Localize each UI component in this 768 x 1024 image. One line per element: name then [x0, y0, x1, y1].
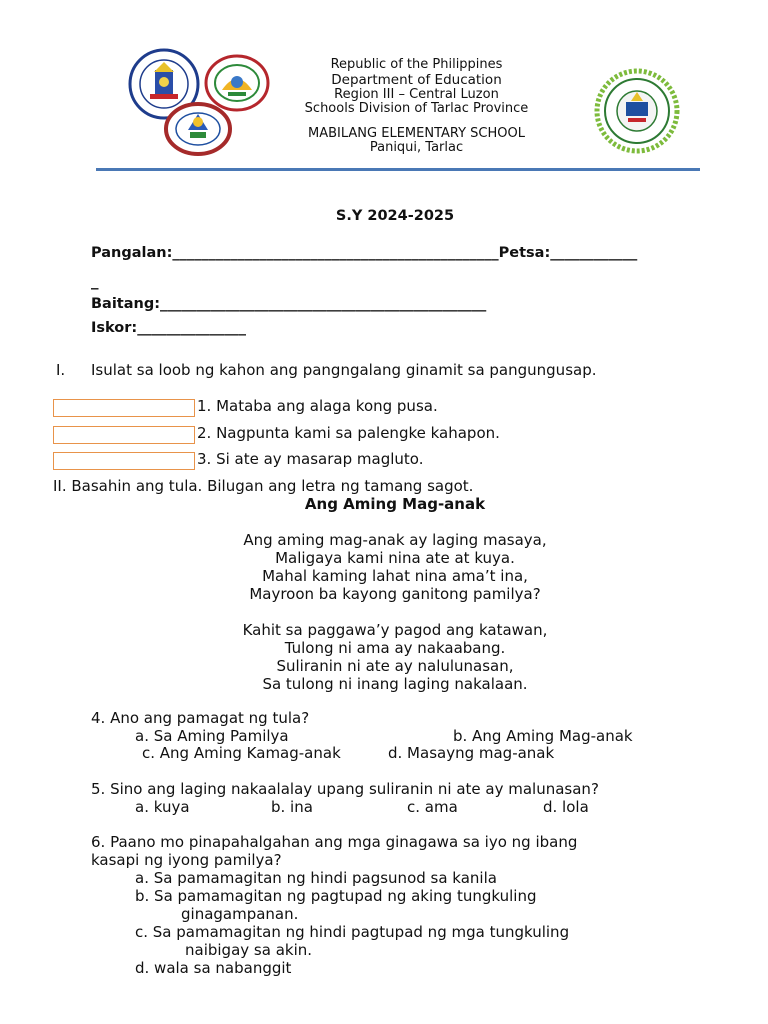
- q6-option-b[interactable]: b. Sa pamamagitan ng pagtupad ng aking tungkuling: [135, 887, 537, 905]
- poem-line: Sa tulong ni inang laging nakalaan.: [262, 675, 528, 693]
- header-department: Department of Education: [331, 71, 502, 88]
- poem-line: Kahit sa paggawa’y pagod ang katawan,: [242, 621, 548, 639]
- header-region: Region III – Central Luzon: [334, 86, 499, 102]
- q5-option-d[interactable]: d. lola: [543, 798, 589, 816]
- poem-line: Maligaya kami nina ate at kuya.: [275, 549, 515, 567]
- poem-title: Ang Aming Mag-anak: [304, 495, 486, 513]
- q4-option-d[interactable]: d. Masayng mag-anak: [388, 744, 555, 762]
- division-seal-icon: [164, 102, 232, 156]
- poem-line: Mayroon ba kayong ganitong pamilya?: [249, 585, 541, 603]
- part1-item-2: 2. Nagpunta kami sa palengke kahapon.: [197, 424, 500, 442]
- q6-option-c-cont: naibigay sa akin.: [185, 941, 313, 959]
- q5-option-c[interactable]: c. ama: [407, 798, 458, 816]
- question-6-line-2: kasapi ng iyong pamilya?: [91, 851, 282, 869]
- poem-line: Suliranin ni ate ay nalulunasan,: [276, 657, 514, 675]
- question-5: 5. Sino ang laging nakaalalay upang suliranin ni ate ay malunasan?: [91, 780, 599, 798]
- part1-item-1: 1. Mataba ang alaga kong pusa.: [197, 397, 438, 415]
- header-school: MABILANG ELEMENTARY SCHOOL: [308, 125, 525, 141]
- header-location: Paniqui, Tarlac: [369, 140, 464, 155]
- school-year: S.Y 2024-2025: [335, 208, 455, 224]
- q6-option-a[interactable]: a. Sa pamamagitan ng hindi pagsunod sa kanila: [135, 869, 497, 887]
- q6-option-b-cont: ginagampanan.: [181, 905, 299, 923]
- name-field-overflow: _: [91, 272, 99, 290]
- poem-line: Mahal kaming lahat nina ama’t ina,: [262, 567, 528, 585]
- q5-option-b[interactable]: b. ina: [271, 798, 313, 816]
- q4-option-c[interactable]: c. Ang Aming Kamag-anak: [142, 744, 341, 762]
- part2-instruction: II. Basahin ang tula. Bilugan ang letra ng tamang sagot.: [53, 477, 474, 495]
- poem-stanza-1: [0, 531, 768, 603]
- mabilang-school-seal-icon: [592, 68, 682, 154]
- answer-box-3[interactable]: [53, 452, 195, 470]
- name-date-field[interactable]: Pangalan:_____________________________________________Petsa:____________: [91, 245, 638, 261]
- header-republic: Republic of the Philippines: [330, 57, 503, 72]
- header-division: Schools Division of Tarlac Province: [304, 101, 529, 116]
- q4-option-b[interactable]: b. Ang Aming Mag-anak: [453, 727, 633, 745]
- q5-option-a[interactable]: a. kuya: [135, 798, 190, 816]
- header-divider: [96, 168, 700, 171]
- answer-box-1[interactable]: [53, 399, 195, 417]
- part1-numeral: I.: [56, 361, 66, 379]
- poem-stanza-2: [0, 621, 768, 693]
- poem-line: Tulong ni ama ay nakaabang.: [284, 639, 506, 657]
- answer-box-2[interactable]: [53, 426, 195, 444]
- question-4: 4. Ano ang pamagat ng tula?: [91, 709, 310, 727]
- part1-instruction: Isulat sa loob ng kahon ang pangngalang ginamit sa pangungusap.: [91, 361, 597, 379]
- header-text: [290, 58, 543, 156]
- poem-line: Ang aming mag-anak ay laging masaya,: [243, 531, 547, 549]
- score-field[interactable]: Iskor:_______________: [91, 320, 246, 336]
- q6-option-d[interactable]: d. wala sa nabanggit: [135, 959, 292, 977]
- q4-option-a[interactable]: a. Sa Aming Pamilya: [135, 727, 289, 745]
- q6-option-c[interactable]: c. Sa pamamagitan ng hindi pagtupad ng mga tungkuling: [135, 923, 570, 941]
- part1-item-3: 3. Si ate ay masarap magluto.: [197, 450, 424, 468]
- question-6-line-1: 6. Paano mo pinapahalgahan ang mga ginagawa sa iyo ng ibang: [91, 833, 578, 851]
- grade-field[interactable]: Baitang:_____________________________________________: [91, 296, 487, 312]
